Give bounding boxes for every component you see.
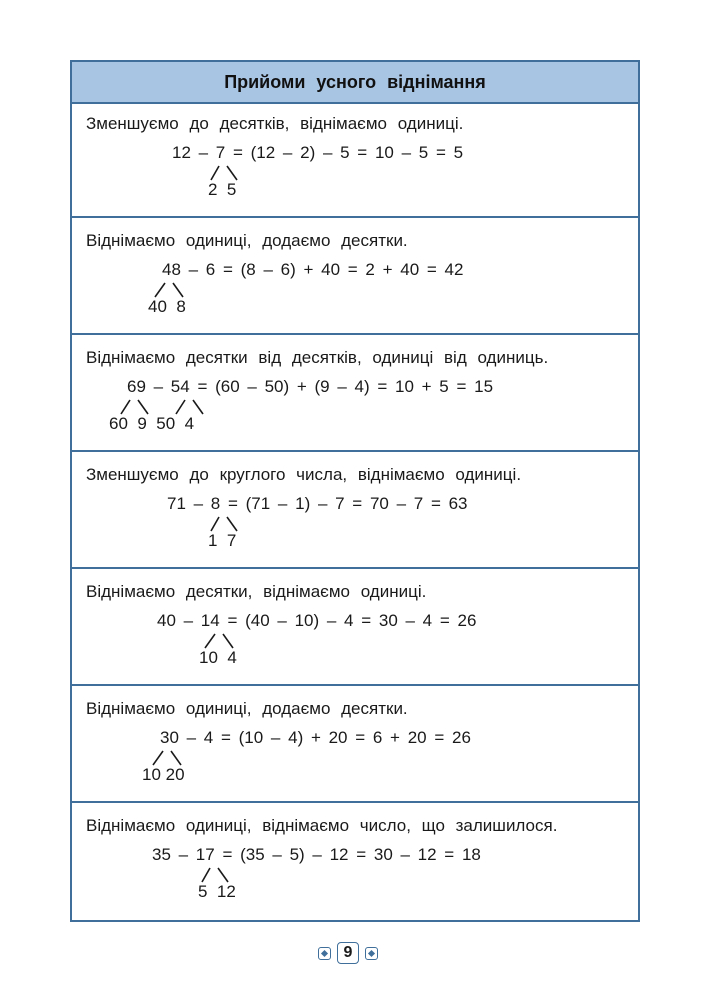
method-row-3 [72,336,638,452]
rule-text: Віднімаємо одиниці, додаємо десятки. [86,231,408,250]
page-footer [318,940,378,966]
equation: 40 – 14 = (40 – 10) – 4 = 30 – 4 = 26 [157,611,477,630]
decomposition-parts: 1 7 [208,531,237,550]
rule-text: Віднімаємо одиниці, додаємо десятки. [86,699,408,718]
method-row-6 [72,687,638,803]
method-row-1 [72,102,638,218]
rule-text: Зменшуємо до десятків, віднімаємо одиниці. [86,114,464,133]
equation: 35 – 17 = (35 – 5) – 12 = 30 – 12 = 18 [152,845,481,864]
method-row-7 [72,804,638,920]
method-row-2 [72,219,638,335]
diamond-ornament-icon [365,947,378,960]
rule-text: Віднімаємо десятки, віднімаємо одиниці. [86,582,427,601]
equation: 12 – 7 = (12 – 2) – 5 = 10 – 5 = 5 [172,143,464,162]
equation: 69 – 54 = (60 – 50) + (9 – 4) = 10 + 5 = 15 [127,377,494,396]
method-row-5 [72,570,638,686]
decomposition-parts: 2 5 [208,180,237,199]
rule-text: Віднімаємо одиниці, віднімаємо число, що залишилося. [86,816,558,835]
equation: 30 – 4 = (10 – 4) + 20 = 6 + 20 = 26 [160,728,471,747]
decomposition-parts: 10 20 [142,765,185,784]
page-number: 9 [337,942,359,964]
equation: 71 – 8 = (71 – 1) – 7 = 70 – 7 = 63 [167,494,468,513]
rule-text: Зменшуємо до круглого числа, віднімаємо одиниці. [86,465,522,484]
diamond-ornament-icon [318,947,331,960]
decomposition-parts: 5 12 [198,882,236,901]
rule-text: Віднімаємо десятки від десятків, одиниці від одиниць. [86,348,549,367]
decomposition-parts: 40 8 [148,297,186,316]
method-row-4 [72,453,638,569]
methods-table [70,60,640,922]
equation: 48 – 6 = (8 – 6) + 40 = 2 + 40 = 42 [162,260,464,279]
decomposition-parts: 60 9 50 4 [109,414,195,433]
decomposition-parts: 10 4 [199,648,237,667]
table-title: Прийоми усного віднімання [72,62,638,104]
